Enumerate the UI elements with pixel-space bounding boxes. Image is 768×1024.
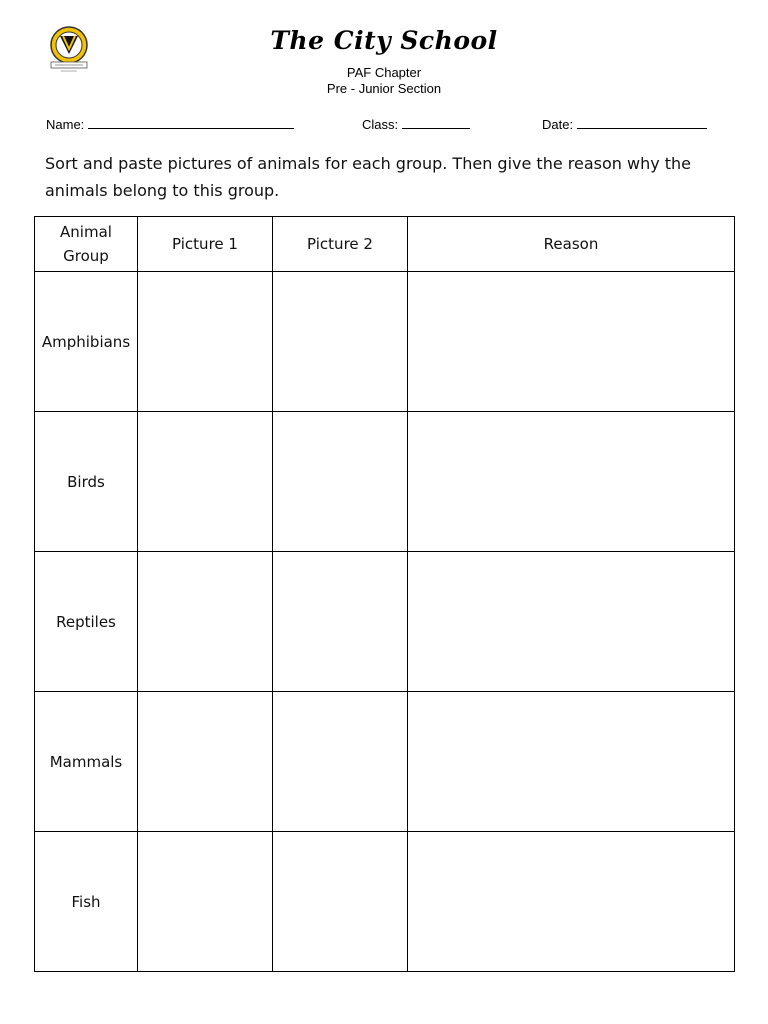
table-row	[35, 412, 735, 552]
reason-cell[interactable]	[408, 692, 735, 832]
section-subtitle: Pre - Junior Section	[326, 81, 442, 96]
picture-1-cell[interactable]	[138, 272, 273, 412]
animal-group-label: Reptiles	[35, 552, 138, 692]
animal-group-label: Fish	[35, 832, 138, 972]
class-blank-line[interactable]	[402, 116, 470, 129]
date-blank-line[interactable]	[577, 116, 707, 129]
animal-group-label: Amphibians	[35, 272, 138, 412]
column-header-reason: Reason	[408, 217, 735, 272]
table-row	[35, 272, 735, 412]
name-field	[46, 116, 294, 132]
column-header-picture-1: Picture 1	[138, 217, 273, 272]
picture-1-cell[interactable]	[138, 692, 273, 832]
table-row	[35, 832, 735, 972]
picture-2-cell[interactable]	[273, 832, 408, 972]
class-label: Class:	[362, 117, 399, 132]
picture-2-cell[interactable]	[273, 272, 408, 412]
reason-cell[interactable]	[408, 272, 735, 412]
instructions-text: Sort and paste pictures of animals for each group. Then give the reason why the animals belong to this group.	[45, 154, 692, 200]
animal-group-label: Mammals	[35, 692, 138, 832]
reason-cell[interactable]	[408, 552, 735, 692]
table-row	[35, 692, 735, 832]
column-header-picture-2: Picture 2	[273, 217, 408, 272]
table-header-row	[35, 217, 735, 272]
date-field	[542, 116, 707, 132]
school-title: The City School	[270, 26, 498, 55]
date-label: Date:	[542, 117, 574, 132]
column-header-animal-group: Animal Group	[35, 217, 138, 272]
picture-1-cell[interactable]	[138, 412, 273, 552]
animal-group-label: Birds	[35, 412, 138, 552]
picture-2-cell[interactable]	[273, 552, 408, 692]
picture-1-cell[interactable]	[138, 552, 273, 692]
picture-1-cell[interactable]	[138, 832, 273, 972]
picture-2-cell[interactable]	[273, 692, 408, 832]
picture-2-cell[interactable]	[273, 412, 408, 552]
reason-cell[interactable]	[408, 832, 735, 972]
animal-group-table	[34, 216, 735, 972]
name-blank-line[interactable]	[88, 116, 294, 129]
class-field	[362, 116, 470, 132]
chapter-subtitle: PAF Chapter	[346, 65, 422, 80]
table-row	[35, 552, 735, 692]
reason-cell[interactable]	[408, 412, 735, 552]
name-label: Name:	[46, 117, 85, 132]
